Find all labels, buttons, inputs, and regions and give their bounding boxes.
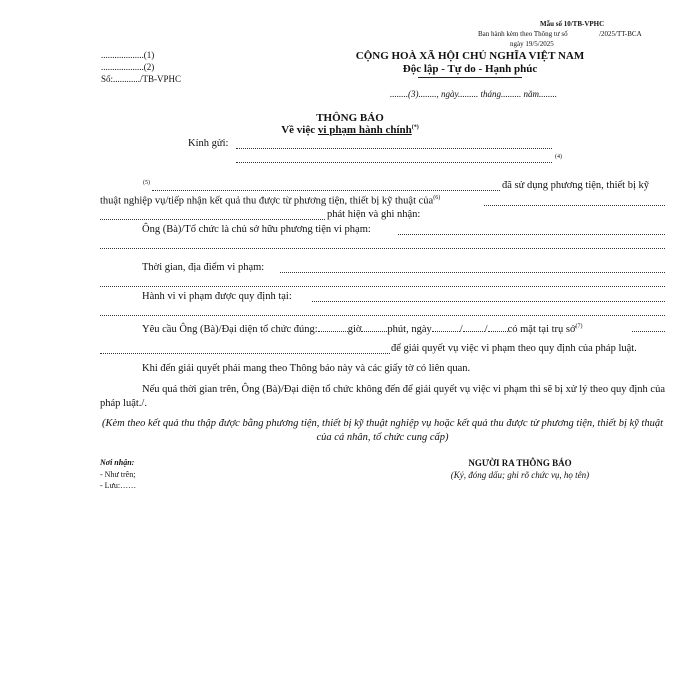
office-label: có mặt tại trụ sở [507,324,576,335]
time-place-field-1[interactable] [280,272,665,273]
signer-note: (Ký, đóng dấu; ghi rõ chức vụ, họ tên) [450,470,590,480]
note-4: (4) [555,154,562,160]
detected-by-field[interactable] [100,219,325,220]
recipient-1: - Như trên; [100,470,136,479]
kinh-gui-field-2[interactable] [236,162,552,163]
minute-label: phút, ngày [387,324,432,335]
behavior-label: Hành vi vi phạm được quy định tại: [142,291,292,302]
behavior-field-1[interactable] [312,301,665,302]
request-line2: để giải quyết vụ việc vi phạm theo quy định của pháp luật. [391,343,637,354]
office-field-1[interactable] [632,331,665,332]
template-code: Mẫu số 10/TB-VPHC [540,20,605,28]
note-7: (7) [575,323,583,330]
device-owner-field[interactable] [484,205,665,206]
owner-label: Ông (Bà)/Tổ chức là chủ sở hữu phương tiện vi phạm: [142,224,371,235]
signer-title: NGƯỜI RA THÔNG BÁO [468,458,572,468]
office-field-2[interactable] [100,353,390,354]
p1-line2-text: thuật nghiệp vụ/tiếp nhận kết quả thu được từ phương tiện, thiết bị kỹ thuật của [100,195,434,207]
p1-end: đã sử dụng phương tiện, thiết bị kỹ [502,180,650,191]
bring-docs-text: Khi đến giải quyết phải mang theo Thông báo này và các giấy tờ có liên quan. [142,363,471,374]
note-5: (5) [143,180,150,186]
note-6: (6) [433,195,441,201]
document-subtitle [250,124,450,136]
hour-field[interactable] [318,321,348,332]
violation-detector-field[interactable] [152,190,500,191]
recipient-2: - Lưu:…… [100,481,137,490]
subtitle-prefix: Về việc [281,124,318,136]
national-title: CỘNG HOÀ XÃ HỘI CHỦ NGHĨA VIỆT NAM [355,50,585,62]
request-line: Yêu cầu Ông (Bà)/Đại diện tổ chức đúng: giờ phút, ngày / / có mặt tại trụ sở$^{(7)}$ [142,321,583,335]
day-field[interactable] [432,321,460,332]
document-number: Số:............/TB-VPHC [101,74,182,84]
behavior-field-2[interactable] [100,315,665,316]
kinh-gui-label: Kính gửi: [188,138,229,149]
national-motto: Độc lập - Tự do - Hạnh phúc [402,63,538,75]
place-date-line: ........(3)........, ngày......... tháng......... năm........ [390,89,557,99]
kinh-gui-field-1[interactable] [236,148,552,149]
year-field[interactable] [488,321,508,332]
subtitle-note: (*) [411,124,419,131]
overdue-paragraph: Nếu quá thời gian trên, Ông (Bà)/Đại diện tổ chức không đến để giải quyết vụ việc vi phạm thì sẽ bị xử lý theo quy định của pháp luật./. [100,384,665,409]
attachment-note: (Kèm theo kết quả thu thập được bằng phương tiện, thiết bị kỹ thuật nghiệp vụ hoặc kết quả thu được từ phương tiện, thiết bị kỹ thuật của cá nhân, tổ chức cung cấp) [101,418,664,443]
template-issued-by-a: Ban hành kèm theo Thông tư số [478,30,568,38]
owner-field-2[interactable] [100,248,665,249]
minute-field[interactable] [361,321,387,332]
template-issued-by-b: /2025/TT-BCA [599,30,642,38]
p1-line3: phát hiện và ghi nhận: [327,209,421,220]
owner-field-1[interactable] [398,234,665,235]
recipients-title: Nơi nhận: [100,458,135,467]
document-title: THÔNG BÁO [316,112,384,124]
template-issued-by [478,30,642,38]
request-label: Yêu cầu Ông (Bà)/Đại diện tổ chức đúng: [142,324,318,335]
hour-label: giờ [347,324,362,335]
month-field[interactable] [463,321,485,332]
agency-line-1: ...................(1) [101,50,155,60]
time-place-field-2[interactable] [100,286,665,287]
agency-line-2: ...................(2) [101,62,155,72]
template-issued-date: ngày 19/5/2025 [510,40,554,48]
p1-line2 [100,195,440,207]
time-place-label: Thời gian, địa điểm vi phạm: [142,262,265,273]
subtitle-underlined: vi phạm hành chính [317,124,412,136]
motto-underline [418,77,522,78]
